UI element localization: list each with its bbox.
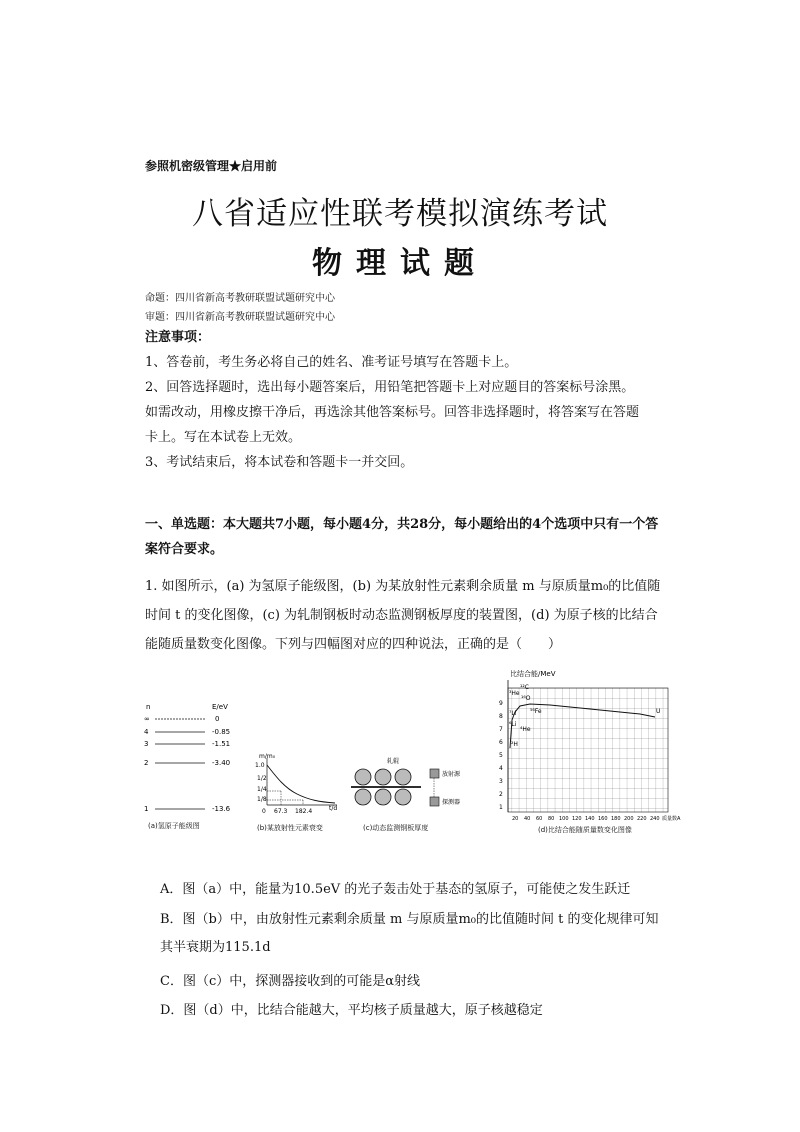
level-4: [144, 728, 230, 736]
svg-text:2: 2: [499, 791, 503, 798]
svg-text:1.0: 1.0: [255, 762, 265, 769]
confidential-notice: 参照机密级管理★启用前: [145, 159, 278, 173]
svg-text:2: 2: [144, 759, 149, 767]
level-3: [144, 740, 230, 748]
svg-text:200: 200: [624, 816, 634, 822]
rollers-label: 轧辊: [387, 758, 400, 765]
svg-text:8: 8: [499, 713, 503, 720]
n-label: n: [146, 703, 151, 711]
svg-text:4: 4: [499, 765, 503, 772]
svg-text:140: 140: [585, 816, 595, 822]
energy-axis-label: E/eV: [212, 703, 228, 711]
figure-c-rolling-mill: [345, 755, 470, 835]
notes-heading: 注意事项：: [145, 330, 211, 345]
svg-text:¹²C: ¹²C: [520, 684, 529, 691]
svg-text:160: 160: [598, 816, 608, 822]
svg-text:4: 4: [144, 728, 149, 736]
figure-d-caption: (d)比结合能随质量数变化图像: [538, 826, 632, 834]
reviewer-line: 审题：四川省新高考教研联盟试题研究中心: [145, 312, 335, 323]
svg-text:-0.85: -0.85: [212, 728, 231, 736]
author-line: 命题：四川省新高考教研联盟试题研究中心: [145, 293, 335, 304]
svg-text:5: 5: [499, 752, 503, 759]
svg-text:9: 9: [499, 700, 503, 707]
note-line: 卡上。写在本试卷上无效。: [145, 430, 302, 445]
figure-b-decay: [255, 750, 345, 835]
note-line: 1、答卷前，考生务必将自己的姓名、准考证号填写在答题卡上。: [145, 355, 518, 370]
svg-text:-3.40: -3.40: [212, 759, 231, 767]
question-1-stem: 1. 如图所示，(a) 为氢原子能级图，(b) 为某放射性元素剩余质量 m 与原质量m₀的比值随时间 t 的变化图像，(c) 为轧制钢板时动态监测钢板厚度的装置图，(d) 为原子核的比结合能随质量数变化图像。下列与四幅图对应的四种说法，正确的是（ ）: [145, 579, 661, 652]
svg-text:U: U: [656, 708, 661, 715]
figure-c-caption: (c)动态监测钢板厚度: [363, 824, 429, 832]
svg-text:1/2: 1/2: [257, 775, 267, 782]
level-inf: [144, 715, 219, 723]
y-axis-label: 比结合能/MeV: [510, 670, 556, 678]
option-d: D．图（d）中，比结合能越大，平均核子质量越大，原子核越稳定: [160, 1003, 543, 1018]
svg-text:-1.51: -1.51: [212, 740, 231, 748]
note-line: 3、考试结束后，将本试卷和答题卡一并交回。: [145, 455, 414, 470]
svg-text:40: 40: [524, 816, 531, 822]
svg-text:1: 1: [144, 805, 149, 813]
svg-text:²H: ²H: [511, 741, 518, 748]
figure-b-caption: (b)某放射性元素衰变: [257, 824, 323, 832]
svg-text:⁷Li: ⁷Li: [509, 710, 517, 717]
svg-text:60: 60: [536, 816, 543, 822]
svg-text:80: 80: [548, 816, 555, 822]
svg-text:6: 6: [499, 739, 503, 746]
note-line: 2、回答选择题时，选出每小题答案后，用铅笔把答题卡上对应题目的答案标号涂黑。: [145, 380, 635, 395]
svg-text:182.4: 182.4: [295, 808, 313, 815]
svg-text:3: 3: [144, 740, 149, 748]
svg-text:7: 7: [499, 726, 503, 733]
svg-text:220: 220: [637, 816, 647, 822]
decay-curve: [267, 765, 335, 803]
svg-text:180: 180: [611, 816, 621, 822]
detector-label: 探测器: [442, 799, 461, 806]
figure-a-energy-levels: [140, 700, 240, 835]
svg-text:240: 240: [650, 816, 660, 822]
figure-a-caption: (a)氢原子能级图: [148, 822, 200, 830]
x-axis-label: t/d: [329, 805, 338, 812]
level-1: [144, 805, 231, 813]
svg-text:⁴He: ⁴He: [520, 726, 531, 733]
svg-text:100: 100: [559, 816, 569, 822]
option-b: B．图（b）中，由放射性元素剩余质量 m 与原质量m₀的比值随时间 t 的变化规律可知其半衰期为115.1d: [160, 912, 659, 955]
radiation-source-box: [430, 769, 439, 778]
option-a: A．图（a）中，能量为10.5eV 的光子轰击处于基态的氢原子，可能使之发生跃迁: [160, 882, 631, 897]
svg-text:67.3: 67.3: [274, 808, 288, 815]
x-axis-label: 质量数A: [662, 816, 681, 822]
figure-d-binding-energy: [490, 668, 685, 838]
exam-subject: 物理试题: [312, 246, 488, 281]
option-c: C．图（c）中，探测器接收到的可能是α射线: [160, 974, 421, 989]
y-axis-label: m/m₀: [259, 753, 276, 760]
svg-text:-13.6: -13.6: [212, 805, 231, 813]
svg-text:³He: ³He: [509, 690, 520, 697]
svg-text:0: 0: [215, 715, 220, 723]
detector-box: [430, 797, 439, 806]
svg-text:¹⁶O: ¹⁶O: [521, 695, 531, 702]
level-2: [144, 759, 230, 767]
section-heading: 一、单选题：本大题共7小题，每小题4分，共28分，每小题给出的4个选项中只有一个答案符合要求。: [145, 517, 659, 557]
exam-title: 八省适应性联考模拟演练考试: [192, 196, 608, 232]
note-line: 如需改动，用橡皮擦干净后，再选涂其他答案标号。回答非选择题时，将答案写在答题: [145, 405, 640, 420]
svg-text:3: 3: [499, 778, 503, 785]
source-label: 放射源: [442, 771, 461, 778]
grid: [508, 688, 668, 812]
svg-text:1/8: 1/8: [257, 796, 267, 803]
svg-text:⁶Li: ⁶Li: [509, 721, 517, 728]
svg-text:20: 20: [512, 816, 519, 822]
svg-text:0: 0: [262, 808, 266, 815]
svg-text:⁵⁶Fe: ⁵⁶Fe: [530, 708, 542, 715]
svg-text:120: 120: [572, 816, 582, 822]
svg-text:∞: ∞: [144, 715, 150, 723]
svg-text:1/4: 1/4: [257, 786, 267, 793]
svg-text:1: 1: [499, 804, 503, 811]
